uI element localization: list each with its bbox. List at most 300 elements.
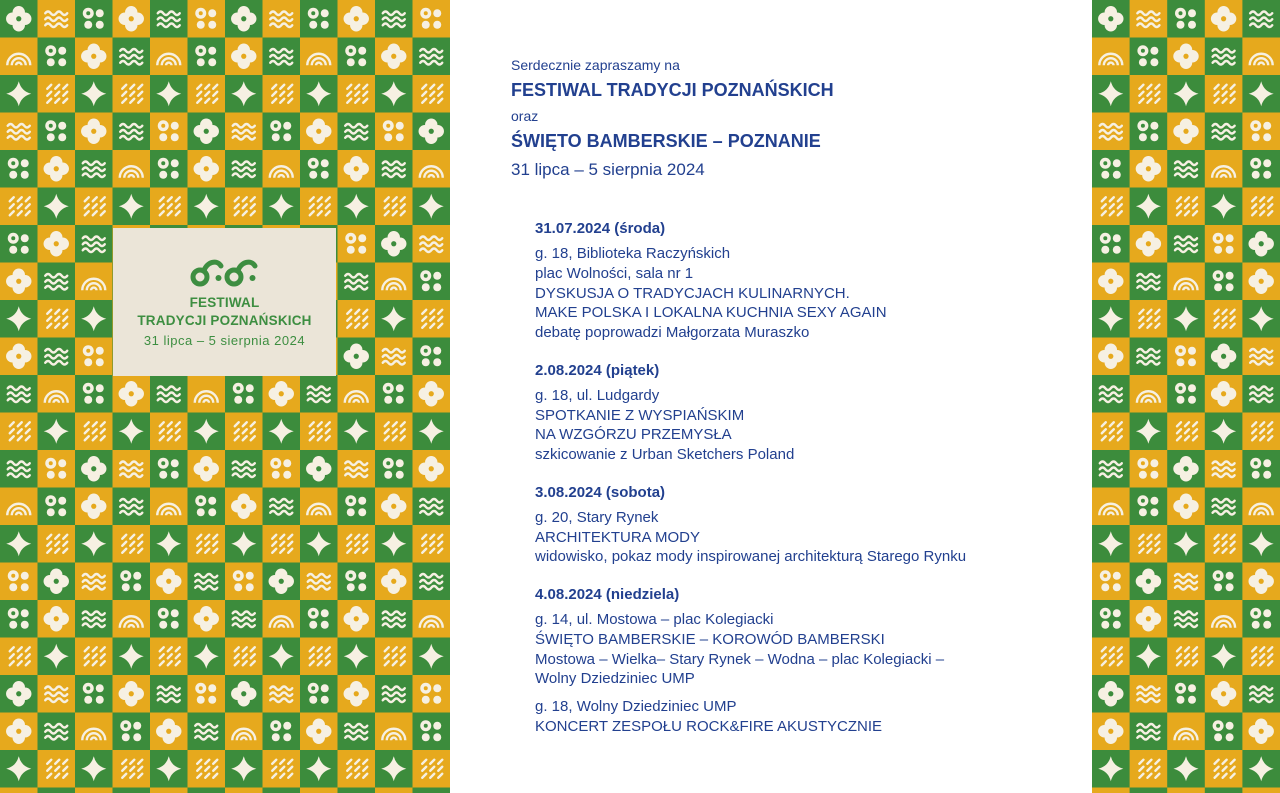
pattern-tile bbox=[1242, 563, 1280, 601]
conjunction-text: oraz bbox=[511, 108, 539, 124]
pattern-tile bbox=[1092, 150, 1130, 188]
pattern-tile bbox=[113, 713, 151, 751]
event-block bbox=[535, 483, 1075, 567]
pattern-tile bbox=[375, 675, 413, 713]
event-schedule bbox=[535, 219, 1075, 755]
pattern-tile bbox=[0, 600, 38, 638]
pattern-tile bbox=[188, 113, 226, 151]
pattern-tile bbox=[1242, 375, 1280, 413]
pattern-tile bbox=[413, 375, 451, 413]
pattern-tile bbox=[375, 113, 413, 151]
pattern-tile bbox=[1092, 788, 1130, 793]
pattern-tile bbox=[0, 675, 38, 713]
pattern-tile bbox=[188, 450, 226, 488]
pattern-tile bbox=[1205, 38, 1243, 76]
pattern-tile bbox=[75, 375, 113, 413]
pattern-tile bbox=[75, 300, 113, 338]
pattern-tile bbox=[1205, 113, 1243, 151]
pattern-tile bbox=[338, 600, 376, 638]
pattern-tile bbox=[0, 413, 38, 451]
pattern-tile bbox=[0, 338, 38, 376]
event-date: 3.08.2024 (sobota) bbox=[535, 483, 666, 501]
pattern-tile bbox=[75, 113, 113, 151]
pattern-tile bbox=[0, 638, 38, 676]
pattern-tile bbox=[1242, 188, 1280, 226]
pattern-tile bbox=[38, 0, 76, 38]
pattern-tile bbox=[188, 563, 226, 601]
pattern-tile bbox=[1205, 225, 1243, 263]
pattern-tile bbox=[375, 263, 413, 301]
pattern-tile bbox=[1205, 263, 1243, 301]
pattern-tile bbox=[1167, 338, 1205, 376]
event-time-venue: g. 18, ul. Ludgardy bbox=[535, 386, 660, 404]
pattern-tile bbox=[338, 450, 376, 488]
pattern-tile bbox=[38, 113, 76, 151]
pattern-tile bbox=[375, 0, 413, 38]
pattern-tile bbox=[338, 375, 376, 413]
pattern-tile bbox=[375, 150, 413, 188]
pattern-tile bbox=[1242, 600, 1280, 638]
event-description: debatę poprowadzi Małgorzata Muraszko bbox=[535, 324, 810, 341]
festival-dates: 31 lipca – 5 sierpnia 2024 bbox=[511, 160, 705, 179]
pattern-tile bbox=[263, 638, 301, 676]
pattern-tile bbox=[1167, 263, 1205, 301]
pattern-tile bbox=[188, 713, 226, 751]
pattern-tile bbox=[75, 525, 113, 563]
pattern-tile bbox=[1242, 713, 1280, 751]
pattern-tile bbox=[150, 188, 188, 226]
pattern-tile bbox=[413, 788, 451, 793]
pattern-tile bbox=[113, 488, 151, 526]
pattern-tile bbox=[0, 750, 38, 788]
pattern-tile bbox=[263, 600, 301, 638]
pattern-tile bbox=[338, 75, 376, 113]
pattern-tile bbox=[225, 188, 263, 226]
pattern-tile bbox=[263, 38, 301, 76]
pattern-tile bbox=[1205, 0, 1243, 38]
pattern-tile bbox=[1092, 75, 1130, 113]
pattern-tile bbox=[225, 375, 263, 413]
pattern-tile bbox=[300, 38, 338, 76]
pattern-tile bbox=[263, 150, 301, 188]
pattern-tile bbox=[338, 525, 376, 563]
pattern-tile bbox=[413, 263, 451, 301]
pattern-tile bbox=[338, 263, 376, 301]
pattern-tile bbox=[1205, 600, 1243, 638]
pattern-tile bbox=[38, 525, 76, 563]
pattern-tile bbox=[1130, 675, 1168, 713]
pattern-tile bbox=[38, 488, 76, 526]
pattern-tile bbox=[0, 188, 38, 226]
pattern-tile bbox=[413, 713, 451, 751]
pattern-tile bbox=[1092, 413, 1130, 451]
event-details bbox=[535, 610, 1075, 689]
event-block bbox=[535, 219, 1075, 343]
pattern-tile bbox=[38, 638, 76, 676]
pattern-tile bbox=[375, 450, 413, 488]
pattern-tile bbox=[1242, 38, 1280, 76]
pattern-tile bbox=[225, 600, 263, 638]
event-time-venue: g. 18, Biblioteka Raczyńskich bbox=[535, 245, 731, 262]
pattern-tile bbox=[113, 638, 151, 676]
pattern-tile bbox=[375, 188, 413, 226]
pattern-tile bbox=[413, 113, 451, 151]
pattern-tile bbox=[188, 525, 226, 563]
festival-logo-icon bbox=[189, 256, 259, 288]
pattern-tile bbox=[413, 188, 451, 226]
decorative-pattern-left bbox=[0, 0, 450, 793]
pattern-tile bbox=[0, 563, 38, 601]
pattern-tile bbox=[1167, 713, 1205, 751]
pattern-tile bbox=[75, 675, 113, 713]
pattern-tile bbox=[75, 563, 113, 601]
pattern-tile bbox=[0, 0, 38, 38]
pattern-tile bbox=[1130, 38, 1168, 76]
pattern-tile bbox=[225, 525, 263, 563]
pattern-tile bbox=[38, 563, 76, 601]
pattern-tile bbox=[1205, 150, 1243, 188]
pattern-tile bbox=[38, 413, 76, 451]
pattern-tile bbox=[1167, 413, 1205, 451]
pattern-tile bbox=[150, 75, 188, 113]
pattern-tile bbox=[113, 75, 151, 113]
pattern-tile bbox=[1130, 413, 1168, 451]
pattern-tile bbox=[1242, 525, 1280, 563]
pattern-tile bbox=[188, 375, 226, 413]
pattern-tile bbox=[38, 38, 76, 76]
pattern-tile bbox=[375, 750, 413, 788]
pattern-tile bbox=[375, 488, 413, 526]
pattern-tile bbox=[375, 75, 413, 113]
pattern-tile bbox=[338, 300, 376, 338]
pattern-tile bbox=[1092, 263, 1130, 301]
pattern-tile bbox=[188, 750, 226, 788]
pattern-tile bbox=[75, 263, 113, 301]
pattern-tile bbox=[1242, 450, 1280, 488]
pattern-tile bbox=[1167, 300, 1205, 338]
pattern-tile bbox=[113, 563, 151, 601]
event-title: SPOTKANIE Z WYSPIAŃSKIM bbox=[535, 406, 745, 424]
pattern-tile bbox=[0, 525, 38, 563]
pattern-tile bbox=[413, 338, 451, 376]
pattern-tile bbox=[338, 150, 376, 188]
event-title: DYSKUSJA O TRADYCJACH KULINARNYCH. bbox=[535, 284, 850, 302]
pattern-tile bbox=[150, 450, 188, 488]
pattern-tile bbox=[225, 638, 263, 676]
pattern-tile bbox=[1130, 113, 1168, 151]
event-block bbox=[535, 361, 1075, 465]
event-route: Mostowa – Wielka– Stary Rynek – Wodna – plac Kolegiacki – bbox=[535, 650, 945, 668]
pattern-tile bbox=[1092, 225, 1130, 263]
event-title: ARCHITEKTURA MODY bbox=[535, 528, 701, 546]
pattern-tile bbox=[300, 188, 338, 226]
pattern-tile bbox=[413, 525, 451, 563]
pattern-tile bbox=[150, 788, 188, 793]
pattern-tile bbox=[1242, 638, 1280, 676]
pattern-tile bbox=[1167, 188, 1205, 226]
pattern-tile bbox=[75, 38, 113, 76]
pattern-tile bbox=[0, 488, 38, 526]
pattern-tile bbox=[75, 450, 113, 488]
pattern-tile bbox=[38, 750, 76, 788]
pattern-tile bbox=[38, 338, 76, 376]
pattern-tile bbox=[1242, 413, 1280, 451]
pattern-tile bbox=[300, 75, 338, 113]
pattern-tile bbox=[263, 563, 301, 601]
pattern-tile bbox=[75, 188, 113, 226]
invitation-intro bbox=[511, 55, 1071, 185]
pattern-tile bbox=[38, 375, 76, 413]
pattern-tile bbox=[1205, 675, 1243, 713]
pattern-tile bbox=[338, 488, 376, 526]
pattern-tile bbox=[300, 563, 338, 601]
pattern-tile bbox=[413, 675, 451, 713]
pattern-tile bbox=[150, 113, 188, 151]
pattern-tile bbox=[0, 713, 38, 751]
pattern-tile bbox=[225, 750, 263, 788]
pattern-tile bbox=[375, 38, 413, 76]
pattern-tile bbox=[338, 563, 376, 601]
pattern-tile bbox=[0, 38, 38, 76]
pattern-tile bbox=[300, 113, 338, 151]
pattern-tile bbox=[1130, 600, 1168, 638]
pattern-tile bbox=[413, 38, 451, 76]
pattern-tile bbox=[413, 750, 451, 788]
pattern-tile bbox=[263, 750, 301, 788]
pattern-tile bbox=[75, 150, 113, 188]
pattern-tile bbox=[150, 375, 188, 413]
pattern-tile bbox=[113, 375, 151, 413]
pattern-tile bbox=[1205, 300, 1243, 338]
pattern-tile bbox=[0, 263, 38, 301]
pattern-tile bbox=[1242, 300, 1280, 338]
pattern-tile bbox=[375, 600, 413, 638]
pattern-tile bbox=[1167, 225, 1205, 263]
event-title: NA WZGÓRZU PRZEMYSŁA bbox=[535, 426, 732, 444]
pattern-tile bbox=[1242, 788, 1280, 793]
pattern-tile bbox=[0, 113, 38, 151]
pattern-tile bbox=[1130, 75, 1168, 113]
pattern-tile bbox=[188, 0, 226, 38]
pattern-tile bbox=[1205, 75, 1243, 113]
pattern-tile bbox=[188, 413, 226, 451]
pattern-tile bbox=[75, 338, 113, 376]
pattern-tile bbox=[300, 638, 338, 676]
pattern-tile bbox=[1092, 0, 1130, 38]
pattern-tile bbox=[188, 38, 226, 76]
event-description: szkicowanie z Urban Sketchers Poland bbox=[535, 446, 795, 463]
pattern-tile bbox=[1167, 113, 1205, 151]
pattern-tile bbox=[38, 713, 76, 751]
pattern-tile bbox=[0, 225, 38, 263]
pattern-tile bbox=[113, 788, 151, 793]
event-details bbox=[535, 244, 1075, 343]
pattern-tile bbox=[1167, 675, 1205, 713]
pattern-tile bbox=[1167, 638, 1205, 676]
pattern-tile bbox=[1167, 38, 1205, 76]
pattern-tile bbox=[113, 525, 151, 563]
pattern-tile bbox=[1167, 788, 1205, 793]
event-details bbox=[535, 697, 1075, 737]
pattern-tile bbox=[1130, 150, 1168, 188]
pattern-tile bbox=[338, 338, 376, 376]
pattern-tile bbox=[300, 413, 338, 451]
pattern-tile bbox=[1130, 450, 1168, 488]
event-venue-detail: plac Wolności, sala nr 1 bbox=[535, 264, 694, 282]
bamberg-festival-title: ŚWIĘTO BAMBERSKIE – POZNANIE bbox=[511, 131, 821, 151]
event-title: ŚWIĘTO BAMBERSKIE – KOROWÓD BAMBERSKI bbox=[535, 630, 885, 648]
pattern-tile bbox=[0, 75, 38, 113]
pattern-tile bbox=[1092, 563, 1130, 601]
pattern-tile bbox=[75, 788, 113, 793]
pattern-tile bbox=[1205, 750, 1243, 788]
pattern-tile bbox=[38, 600, 76, 638]
pattern-tile bbox=[113, 675, 151, 713]
pattern-tile bbox=[338, 713, 376, 751]
pattern-tile bbox=[300, 675, 338, 713]
pattern-tile bbox=[38, 300, 76, 338]
pattern-tile bbox=[113, 150, 151, 188]
pattern-tile bbox=[150, 488, 188, 526]
pattern-tile bbox=[375, 788, 413, 793]
pattern-tile bbox=[1242, 750, 1280, 788]
pattern-tile bbox=[225, 563, 263, 601]
pattern-tile bbox=[113, 113, 151, 151]
pattern-tile bbox=[113, 450, 151, 488]
pattern-tile bbox=[338, 675, 376, 713]
pattern-tile bbox=[113, 600, 151, 638]
pattern-tile bbox=[225, 788, 263, 793]
pattern-tile bbox=[338, 0, 376, 38]
pattern-tile bbox=[1130, 188, 1168, 226]
pattern-tile bbox=[263, 450, 301, 488]
pattern-tile bbox=[38, 675, 76, 713]
pattern-tile bbox=[263, 788, 301, 793]
pattern-tile bbox=[338, 188, 376, 226]
pattern-tile bbox=[0, 450, 38, 488]
pattern-tile bbox=[375, 638, 413, 676]
pattern-tile bbox=[113, 0, 151, 38]
pattern-tile bbox=[75, 600, 113, 638]
pattern-tile bbox=[263, 413, 301, 451]
event-title: MAKE POLSKA I LOKALNA KUCHNIA SEXY AGAIN bbox=[535, 304, 887, 322]
pattern-tile bbox=[300, 750, 338, 788]
pattern-tile bbox=[1092, 600, 1130, 638]
pattern-tile bbox=[413, 450, 451, 488]
pattern-tile bbox=[375, 338, 413, 376]
pattern-tile bbox=[263, 675, 301, 713]
pattern-tile bbox=[1092, 638, 1130, 676]
pattern-tile bbox=[150, 750, 188, 788]
pattern-tile bbox=[75, 713, 113, 751]
pattern-tile bbox=[338, 38, 376, 76]
pattern-tile bbox=[1242, 113, 1280, 151]
pattern-tile bbox=[150, 638, 188, 676]
badge-title-line2: TRADYCJI POZNAŃSKICH bbox=[137, 313, 312, 328]
pattern-tile bbox=[1130, 375, 1168, 413]
pattern-tile bbox=[225, 75, 263, 113]
pattern-tile bbox=[413, 300, 451, 338]
pattern-tile bbox=[1242, 0, 1280, 38]
pattern-tile bbox=[225, 450, 263, 488]
pattern-tile bbox=[75, 0, 113, 38]
pattern-tile bbox=[1130, 788, 1168, 793]
pattern-tile bbox=[1167, 600, 1205, 638]
pattern-tile bbox=[225, 675, 263, 713]
pattern-tile bbox=[1092, 450, 1130, 488]
badge-dates: 31 lipca – 5 sierpnia 2024 bbox=[143, 333, 306, 348]
event-time-venue: g. 14, ul. Mostowa – plac Kolegiacki bbox=[535, 611, 774, 628]
pattern-tile bbox=[1092, 375, 1130, 413]
pattern-tile bbox=[263, 488, 301, 526]
pattern-tile bbox=[38, 450, 76, 488]
event-time-venue: g. 20, Stary Rynek bbox=[535, 508, 659, 526]
pattern-tile bbox=[38, 788, 76, 793]
pattern-tile bbox=[75, 750, 113, 788]
pattern-tile bbox=[1092, 338, 1130, 376]
pattern-tile bbox=[225, 113, 263, 151]
pattern-tile bbox=[1167, 563, 1205, 601]
pattern-tile bbox=[1130, 713, 1168, 751]
pattern-tile bbox=[188, 675, 226, 713]
pattern-tile bbox=[1130, 525, 1168, 563]
pattern-tile bbox=[1092, 113, 1130, 151]
pattern-tile bbox=[38, 263, 76, 301]
pattern-tile bbox=[413, 75, 451, 113]
pattern-tile bbox=[0, 788, 38, 793]
pattern-tile bbox=[1167, 488, 1205, 526]
pattern-tile bbox=[188, 788, 226, 793]
pattern-tile bbox=[413, 225, 451, 263]
pattern-tile bbox=[338, 113, 376, 151]
pattern-tile bbox=[375, 525, 413, 563]
pattern-tile bbox=[188, 150, 226, 188]
pattern-tile bbox=[225, 38, 263, 76]
pattern-tile bbox=[150, 713, 188, 751]
pattern-tile bbox=[188, 75, 226, 113]
pattern-tile bbox=[413, 638, 451, 676]
pattern-tile bbox=[375, 563, 413, 601]
pattern-tile bbox=[413, 488, 451, 526]
pattern-tile bbox=[1167, 375, 1205, 413]
pattern-tile bbox=[1205, 788, 1243, 793]
pattern-tile bbox=[263, 75, 301, 113]
pattern-tile bbox=[263, 0, 301, 38]
pattern-tile bbox=[1130, 563, 1168, 601]
event-time-venue: g. 18, Wolny Dziedziniec UMP bbox=[535, 698, 737, 715]
pattern-tile bbox=[1205, 713, 1243, 751]
pattern-tile bbox=[1092, 300, 1130, 338]
pattern-tile bbox=[300, 713, 338, 751]
pattern-tile bbox=[300, 375, 338, 413]
pattern-tile bbox=[75, 75, 113, 113]
pattern-tile bbox=[0, 300, 38, 338]
pattern-tile bbox=[263, 375, 301, 413]
pattern-tile bbox=[225, 713, 263, 751]
pattern-tile bbox=[225, 488, 263, 526]
pattern-tile bbox=[225, 413, 263, 451]
pattern-tile bbox=[1167, 450, 1205, 488]
event-route: Wolny Dziedziniec UMP bbox=[535, 670, 695, 688]
pattern-tile bbox=[1130, 0, 1168, 38]
pattern-tile bbox=[1242, 75, 1280, 113]
event-date: 2.08.2024 (piątek) bbox=[535, 361, 660, 379]
pattern-tile bbox=[38, 225, 76, 263]
pattern-tile bbox=[375, 413, 413, 451]
pattern-tile bbox=[1205, 638, 1243, 676]
pattern-tile bbox=[75, 488, 113, 526]
pattern-tile bbox=[1092, 675, 1130, 713]
